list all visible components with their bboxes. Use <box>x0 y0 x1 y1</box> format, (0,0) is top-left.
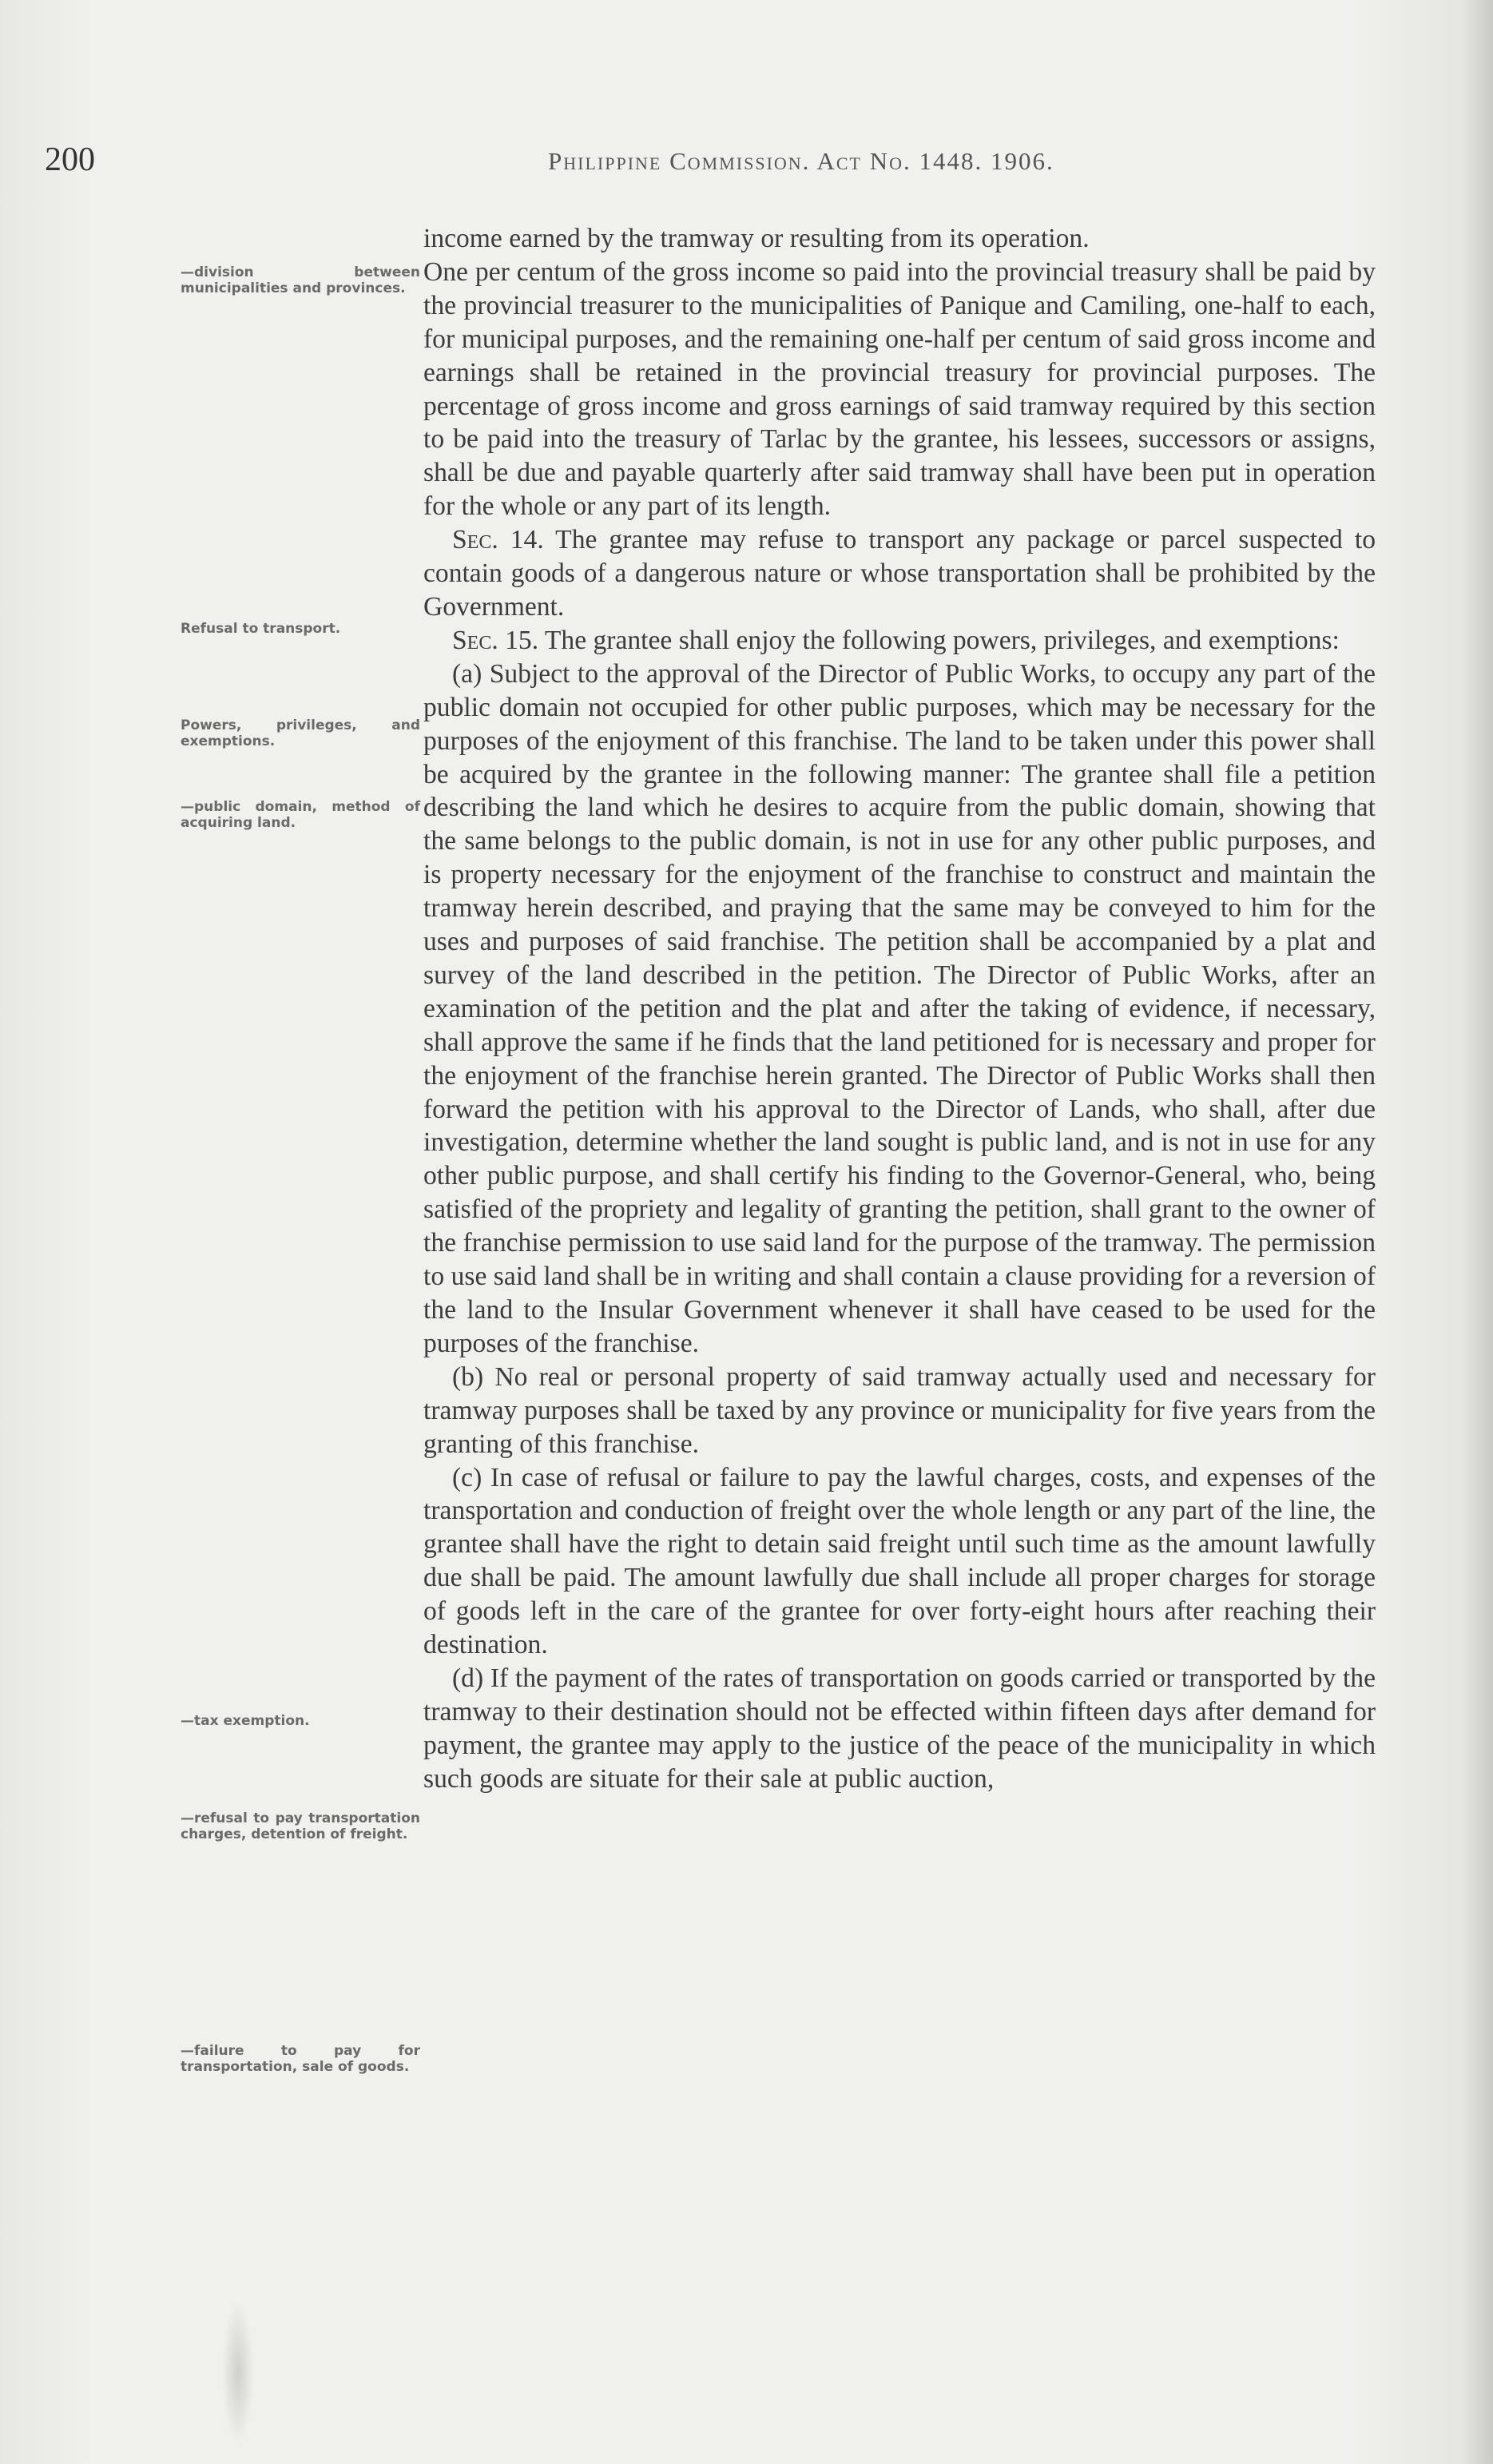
section-15 <box>423 624 1376 658</box>
margin-note-public-domain: —public domain, method of acquiring land. <box>181 799 420 831</box>
paragraph: income earned by the tramway or resulting from its operation. <box>423 224 1090 253</box>
page-header <box>45 141 1307 189</box>
section-text: The grantee may refuse to transport any package or parcel suspected to contain goods of a dangerous nature or whose transportation shall be prohibited by the Government. <box>423 525 1376 622</box>
margin-note-refusal-to-pay: —refusal to pay transportation charges, detention of freight. <box>181 1810 420 1842</box>
section-text: The grantee shall enjoy the following powers, privileges, and exemptions: <box>538 625 1340 655</box>
page-number: 200 <box>45 141 95 178</box>
paper-stain <box>222 2301 254 2445</box>
body-text <box>423 222 1376 1796</box>
paragraph-b: (b) No real or personal property of said tramway actually used and necessary for tramway purposes shall be taxed by any province or municipality for five years from the granting of this franchise. <box>423 1361 1376 1459</box>
page-edge-shadow <box>1461 0 1493 2464</box>
paragraph-a: (a) Subject to the approval of the Director of Public Works, to occupy any part of the public domain not occupied for other public purposes, which may be necessary for the purposes of the enjoyment of this franchise. The land to be taken under this power shall be acquired by the grantee in the following manner: The grantee shall file a petition describing the land which he desires to acquire from the public domain, showing that the same belongs to the public domain, is not in use for any other public purposes, and is property necessary for the enjoyment of the franchise to construct and maintain the tramway herein described, and praying that the same may be conveyed to him for the uses and purposes of said franchise. The petition shall be accompanied by a plat and survey of the land described in the petition. The Director of Public Works, after an examination of the petition and the plat and after the taking of evidence, if necessary, shall approve the same if he finds that the land petitioned for is necessary and proper for the enjoyment of the franchise herein granted. The Director of Public Works shall then forward the petition with his approval to the Director of Lands, who shall, after due investigation, determine whether the land sought is public land, and is not in use for any other public purpose, and shall certify his finding to the Governor-General, who, being satisfied of the propriety and legality of granting the petition, shall grant to the owner of the franchise permission to use said land for the purpose of the tramway. The permission to use said land shall be in writing and shall contain a clause providing for a reversion of the land to the Insular Government whenever it shall have ceased to be used for the purposes of the franchise. <box>423 658 1376 1358</box>
margin-note-refusal-transport: Refusal to transport. <box>181 621 341 637</box>
margin-note-division: —division between municipalities and provinces. <box>181 264 420 296</box>
running-head: Philippine Commission. Act No. 1448. 1906. <box>548 147 1054 175</box>
margin-note-tax-exemption: —tax exemption. <box>181 1713 310 1729</box>
paragraph: One per centum of the gross income so paid into the provincial treasury shall be paid by the provincial treasurer to the municipalities of Panique and Camiling, one-half to each, for municipal purposes, and the remaining one-half per centum of said gross income and earnings shall be retained in the provincial treasury for provincial purposes. The percentage of gross income and gross earnings of said tramway required by this section to be paid into the treasury of Tarlac by the grantee, his lessees, successors or assigns, shall be due and payable quarterly after said tramway shall have been put in operation for the whole or any part of its length. <box>423 256 1376 522</box>
margin-note-powers: Powers, privileges, and exemptions. <box>181 717 420 749</box>
paragraph-c: (c) In case of refusal or failure to pay the lawful charges, costs, and expenses of the transportation and conduction of freight over the whole length or any part of the line, the grantee shall have the right to detain said freight until such time as the amount lawfully due shall be paid. The amount lawfully due shall include all proper charges for storage of goods left in the care of the grantee for over forty-eight hours after reaching their destination. <box>423 1462 1376 1660</box>
section-14 <box>423 523 1376 624</box>
section-number: Sec. 15. <box>452 625 539 655</box>
paragraph-d: (d) If the payment of the rates of transportation on goods carried or transported by the tramway to their destination should not be effected within fifteen days after demand for payment, the grantee may apply to the justice of the peace of the municipality in which such goods are situate for their sale at public auction, <box>423 1663 1376 1794</box>
margin-note-failure-to-pay: —failure to pay for transportation, sale of goods. <box>181 2043 420 2075</box>
section-number: Sec. 14. <box>452 525 544 555</box>
